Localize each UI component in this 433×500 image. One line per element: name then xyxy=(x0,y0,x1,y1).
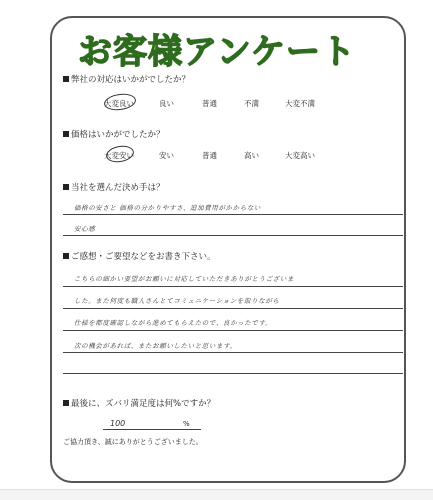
page-bottom-strip xyxy=(0,489,433,500)
question-4 xyxy=(63,250,216,262)
question-1 xyxy=(63,73,190,85)
answer-rule xyxy=(63,235,403,236)
q3-answer-line-1: 価格の安さと 価格の分かりやすさ、追加費用がかからない xyxy=(74,204,262,212)
answer-rule xyxy=(63,286,403,287)
bullet-square-icon xyxy=(63,76,69,82)
q2-option-3[interactable]: 普通 xyxy=(202,151,217,160)
bullet-square-icon xyxy=(63,400,69,406)
q1-option-5[interactable]: 大変不満 xyxy=(285,99,315,108)
question-3-label: 当社を選んだ決め手は？ xyxy=(71,183,165,193)
q1-option-2[interactable]: 良い xyxy=(159,99,174,108)
answer-rule xyxy=(63,352,403,353)
question-2 xyxy=(63,128,165,140)
q4-answer-line-4: 次の機会があれば、またお願いしたいと思います。 xyxy=(74,342,237,350)
q4-answer-line-2: した。また何度も職人さんとてコミュニケーションを取りながら xyxy=(74,297,280,305)
q2-option-1[interactable]: 大変安い xyxy=(104,151,134,160)
satisfaction-score: 100 xyxy=(110,419,126,428)
q3-answer-line-2: 安心感 xyxy=(74,225,96,233)
question-3 xyxy=(63,181,165,193)
question-2-label: 価格はいかがでしたか？ xyxy=(71,130,165,140)
question-5-label: 最後に、ズバリ満足度は何%ですか？ xyxy=(71,399,216,409)
q1-option-1[interactable]: 大変良い xyxy=(104,99,134,108)
question-5 xyxy=(63,397,215,409)
q1-option-3[interactable]: 普通 xyxy=(202,99,217,108)
q2-option-4[interactable]: 高い xyxy=(244,151,259,160)
bullet-square-icon xyxy=(63,184,69,190)
percent-unit: % xyxy=(183,420,190,428)
bullet-square-icon xyxy=(63,131,69,137)
bullet-square-icon xyxy=(63,253,69,259)
answer-rule xyxy=(63,330,403,331)
answer-rule xyxy=(63,373,403,374)
q1-option-4[interactable]: 不満 xyxy=(244,99,259,108)
question-4-label: ご感想・ご要望などをお書き下さい。 xyxy=(71,252,216,262)
survey-title: お客様アンケート xyxy=(78,32,356,72)
thanks-message: ご協力頂き、誠にありがとうございました。 xyxy=(63,438,203,446)
score-rule xyxy=(103,429,201,430)
question-1-label: 弊社の対応はいかがでしたか？ xyxy=(71,75,191,85)
q2-option-2[interactable]: 安い xyxy=(159,151,174,160)
q4-answer-line-1: こちらの細かい要望がお願いに対応していただきありがとうございま xyxy=(74,275,295,283)
q4-answer-line-3: 仕様を都度確認しながら進めてもらえたので、良かったです。 xyxy=(74,319,273,327)
q2-option-5[interactable]: 大変高い xyxy=(285,151,315,160)
answer-rule xyxy=(63,308,403,309)
answer-rule xyxy=(63,214,403,215)
